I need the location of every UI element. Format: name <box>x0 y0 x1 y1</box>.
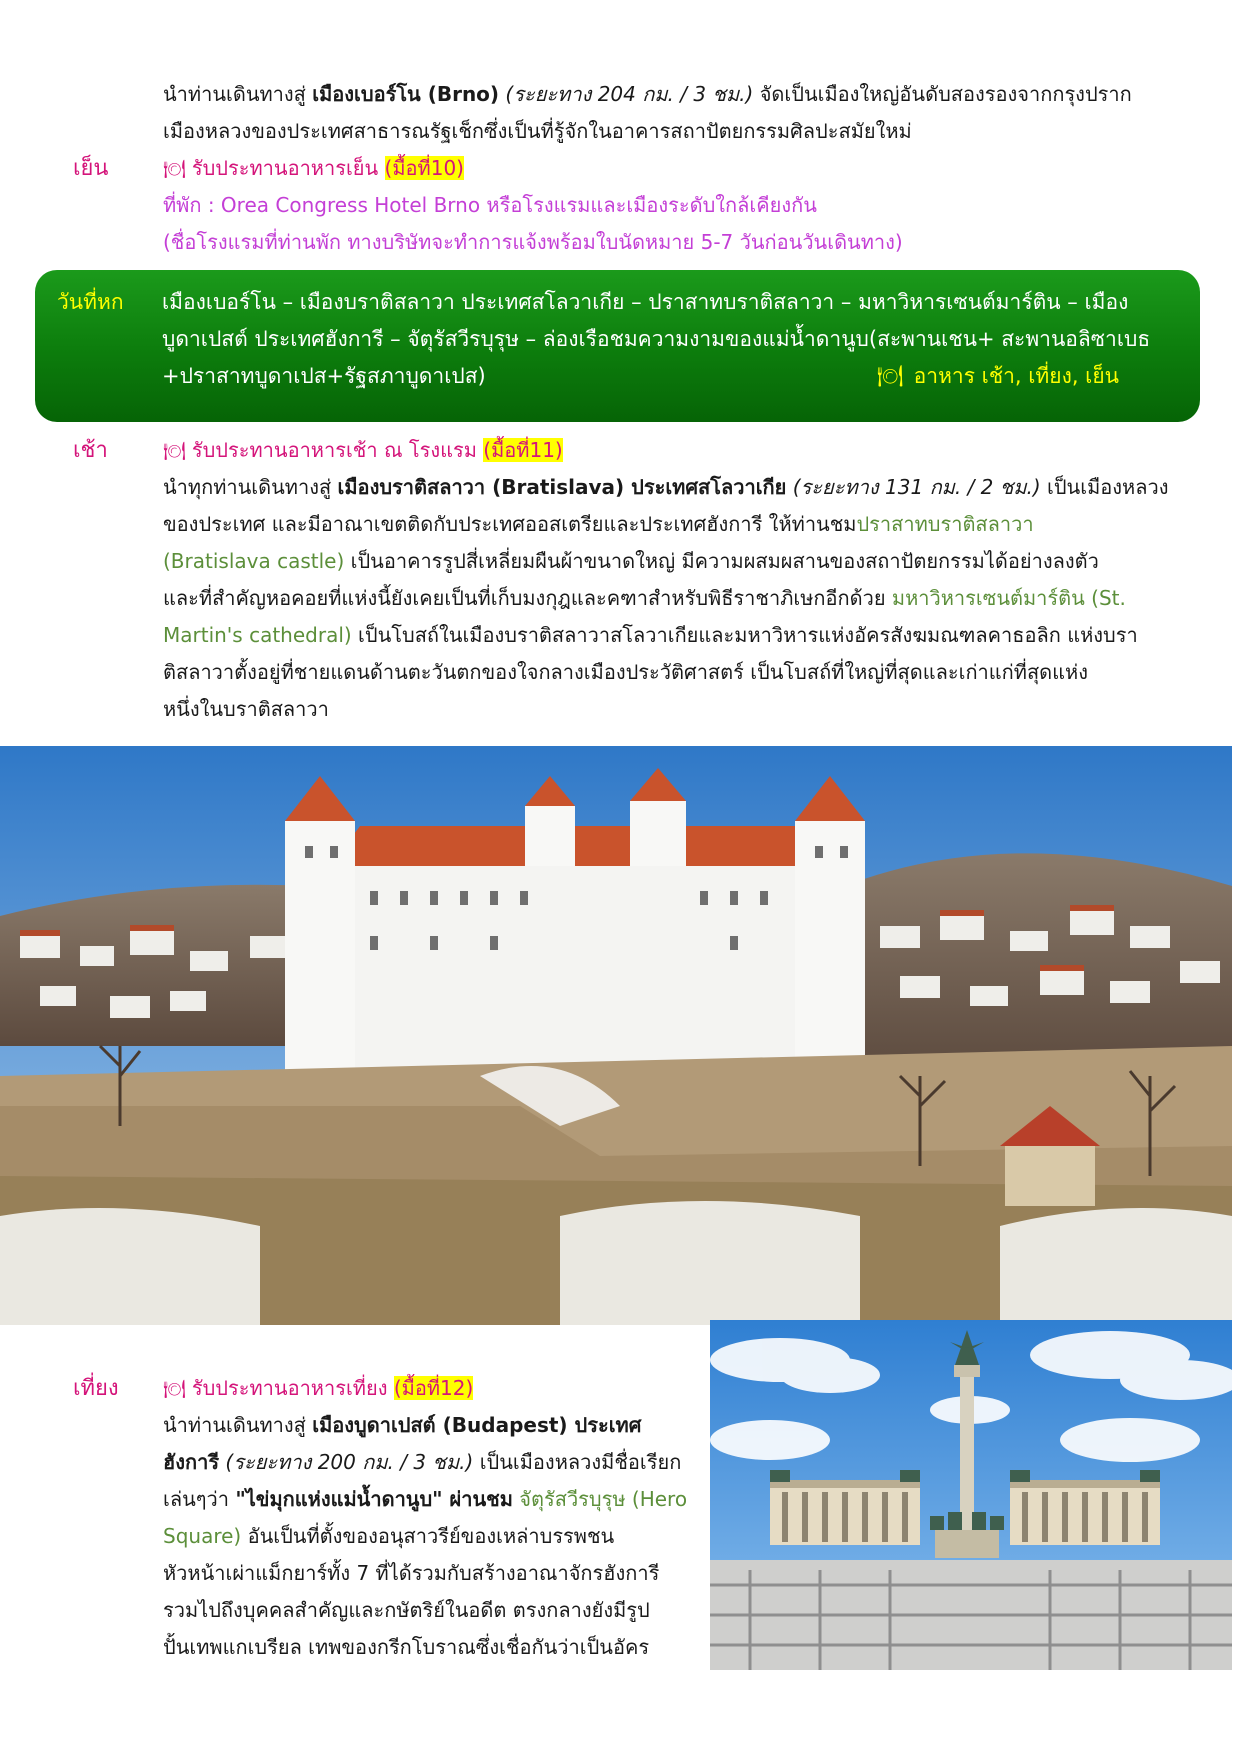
meal-number-tag: (มื้อที่12) <box>393 1376 474 1400</box>
breakfast-meal-line: 🍽 รับประทานอาหารเช้า ณ โรงแรม (มื้อที่11) <box>163 432 563 470</box>
bratislava-paragraph-line: Martin's cathedral) เป็นโบสถ์ในเมืองบราติสลาวาสโลวาเกียและมหาวิหารแห่งอัครสังฆมณฑลคาธอลิก แห่งบรา <box>163 623 1138 647</box>
budapest-paragraph-line: หัวหน้าเผ่าแม็กยาร์ทั้ง 7 ที่ได้รวมกับสร้างอาณาจักรฮังการี <box>163 1561 660 1585</box>
meal-number-tag: (มื้อที่11) <box>483 438 563 462</box>
budapest-paragraph-line: ปั้นเทพแกเบรียล เทพของกรีกโบราณซึ่งเชื่อกันว่าเป็นอัคร <box>163 1635 650 1659</box>
budapest-paragraph-line: รวมไปถึงบุคคลสำคัญและกษัตริย์ในอดีต ตรงกลางยังมีรูป <box>163 1598 650 1622</box>
plate-cutlery-icon: 🍽 <box>163 441 186 462</box>
brno-intro-line-1: นำท่านเดินทางสู่ เมืองเบอร์โน (Brno) (ระยะทาง 204 กม. / 3 ชม.) จัดเป็นเมืองใหญ่อันดับสองรองจากกรุงปราก <box>163 82 1132 106</box>
dinner-meal-line: 🍽 รับประทานอาหารเย็น (มื้อที่10) <box>163 150 464 188</box>
brno-intro-line-2: เมืองหลวงของประเทศสาธารณรัฐเช็กซึ่งเป็นที่รู้จักในอาคารสถาปัตยกรรมศิลปะสมัยใหม่ <box>163 119 912 143</box>
brno-city-name: เมืองเบอร์โน (Brno) <box>312 82 500 106</box>
plate-cutlery-icon: 🍽 <box>163 159 186 180</box>
heroes-square-photo <box>710 1320 1232 1670</box>
budapest-paragraph-line: Square) อันเป็นที่ตั้งของอนุสาวรีย์ของเหล่าบรรพชน <box>163 1524 615 1548</box>
meal-number-tag: (มื้อที่10) <box>384 156 464 180</box>
plate-cutlery-icon: 🍽 <box>877 364 904 388</box>
plate-cutlery-icon: 🍽 <box>163 1379 186 1400</box>
bratislava-paragraph-line: ติสลาวาตั้งอยู่ที่ชายแดนด้านตะวันตกของใจกลางเมืองประวัติศาสตร์ เป็นโบสถ์ที่ใหญ่ที่สุดและเก่าแก่ที่สุดแห่ง <box>163 660 1089 684</box>
bratislava-paragraph-line: และที่สำคัญหอคอยที่แห่งนี้ยังเคยเป็นที่เก็บมงกุฎและคฑาสำหรับพิธีราชาภิเษกอีกด้วย มหาวิหารเซนต์มาร์ติน (St. <box>163 586 1126 610</box>
day-label: วันที่หก <box>57 290 124 314</box>
bratislava-paragraph-line: ของประเทศ และมีอาณาเขตติดกับประเทศออสเตรียและประเทศฮังการี ให้ท่านชมปราสาทบราติสลาวา <box>163 512 1034 536</box>
bratislava-paragraph-line: นำทุกท่านเดินทางสู่ เมืองบราติสลาวา (Bratislava) ประเทศสโลวาเกีย (ระยะทาง 131 กม. / 2 ชม.) เป็นเมืองหลวง <box>163 475 1169 499</box>
morning-label: เช้า <box>73 438 108 463</box>
itinerary-line-1: เมืองเบอร์โน – เมืองบราติสลาวา ประเทศสโลวาเกีย – ปราสาทบราติสลาวา – มหาวิหารเซนต์มาร์ติน – เมือง <box>162 290 1129 314</box>
budapest-paragraph-line: ฮังการี (ระยะทาง 200 กม. / 3 ชม.) เป็นเมืองหลวงมีชื่อเรียก <box>163 1450 682 1474</box>
bratislava-paragraph-line: (Bratislava castle) เป็นอาคารรูปสี่เหลี่ยมผืนผ้าขนาดใหญ่ มีความผสมผสานของสถาปัตยกรรมได้อย่างลงตัว <box>163 549 1099 573</box>
budapest-paragraph-line: เล่นๆว่า "ไข่มุกแห่งแม่น้ำดานูบ" ผ่านชม จัตุรัสวีรบุรุษ (Hero <box>163 1487 688 1511</box>
itinerary-line-2: บูดาเปสต์ ประเทศฮังการี – จัตุรัสวีรบุรุษ – ล่องเรือชมความงามของแม่น้ำดานูบ(สะพานเชน+ สะพานอลิซาเบธ <box>162 327 1151 351</box>
hotel-line: ที่พัก : Orea Congress Hotel Brno หรือโรงแรมและเมืองระดับใกล้เคียงกัน <box>163 193 817 217</box>
hotel-note: (ชื่อโรงแรมที่ท่านพัก ทางบริษัทจะทำการแจ้งพร้อมใบนัดหมาย 5-7 วันก่อนวันเดินทาง) <box>163 230 903 254</box>
bratislava-castle-photo <box>0 746 1232 1325</box>
noon-label: เที่ยง <box>73 1376 119 1401</box>
day-meals: 🍽 อาหาร เช้า, เที่ยง, เย็น <box>877 364 1120 388</box>
evening-label: เย็น <box>73 156 109 181</box>
bratislava-paragraph-line: หนึ่งในบราติสลาวา <box>163 697 329 721</box>
lunch-meal-line: 🍽 รับประทานอาหารเที่ยง (มื้อที่12) <box>163 1370 473 1408</box>
itinerary-line-3: +ปราสาทบูดาเปส+รัฐสภาบูดาเปส) <box>162 364 486 388</box>
day-six-banner <box>35 270 1200 422</box>
budapest-paragraph-line: นำท่านเดินทางสู่ เมืองบูดาเปสต์ (Budapest) ประเทศ <box>163 1413 642 1437</box>
